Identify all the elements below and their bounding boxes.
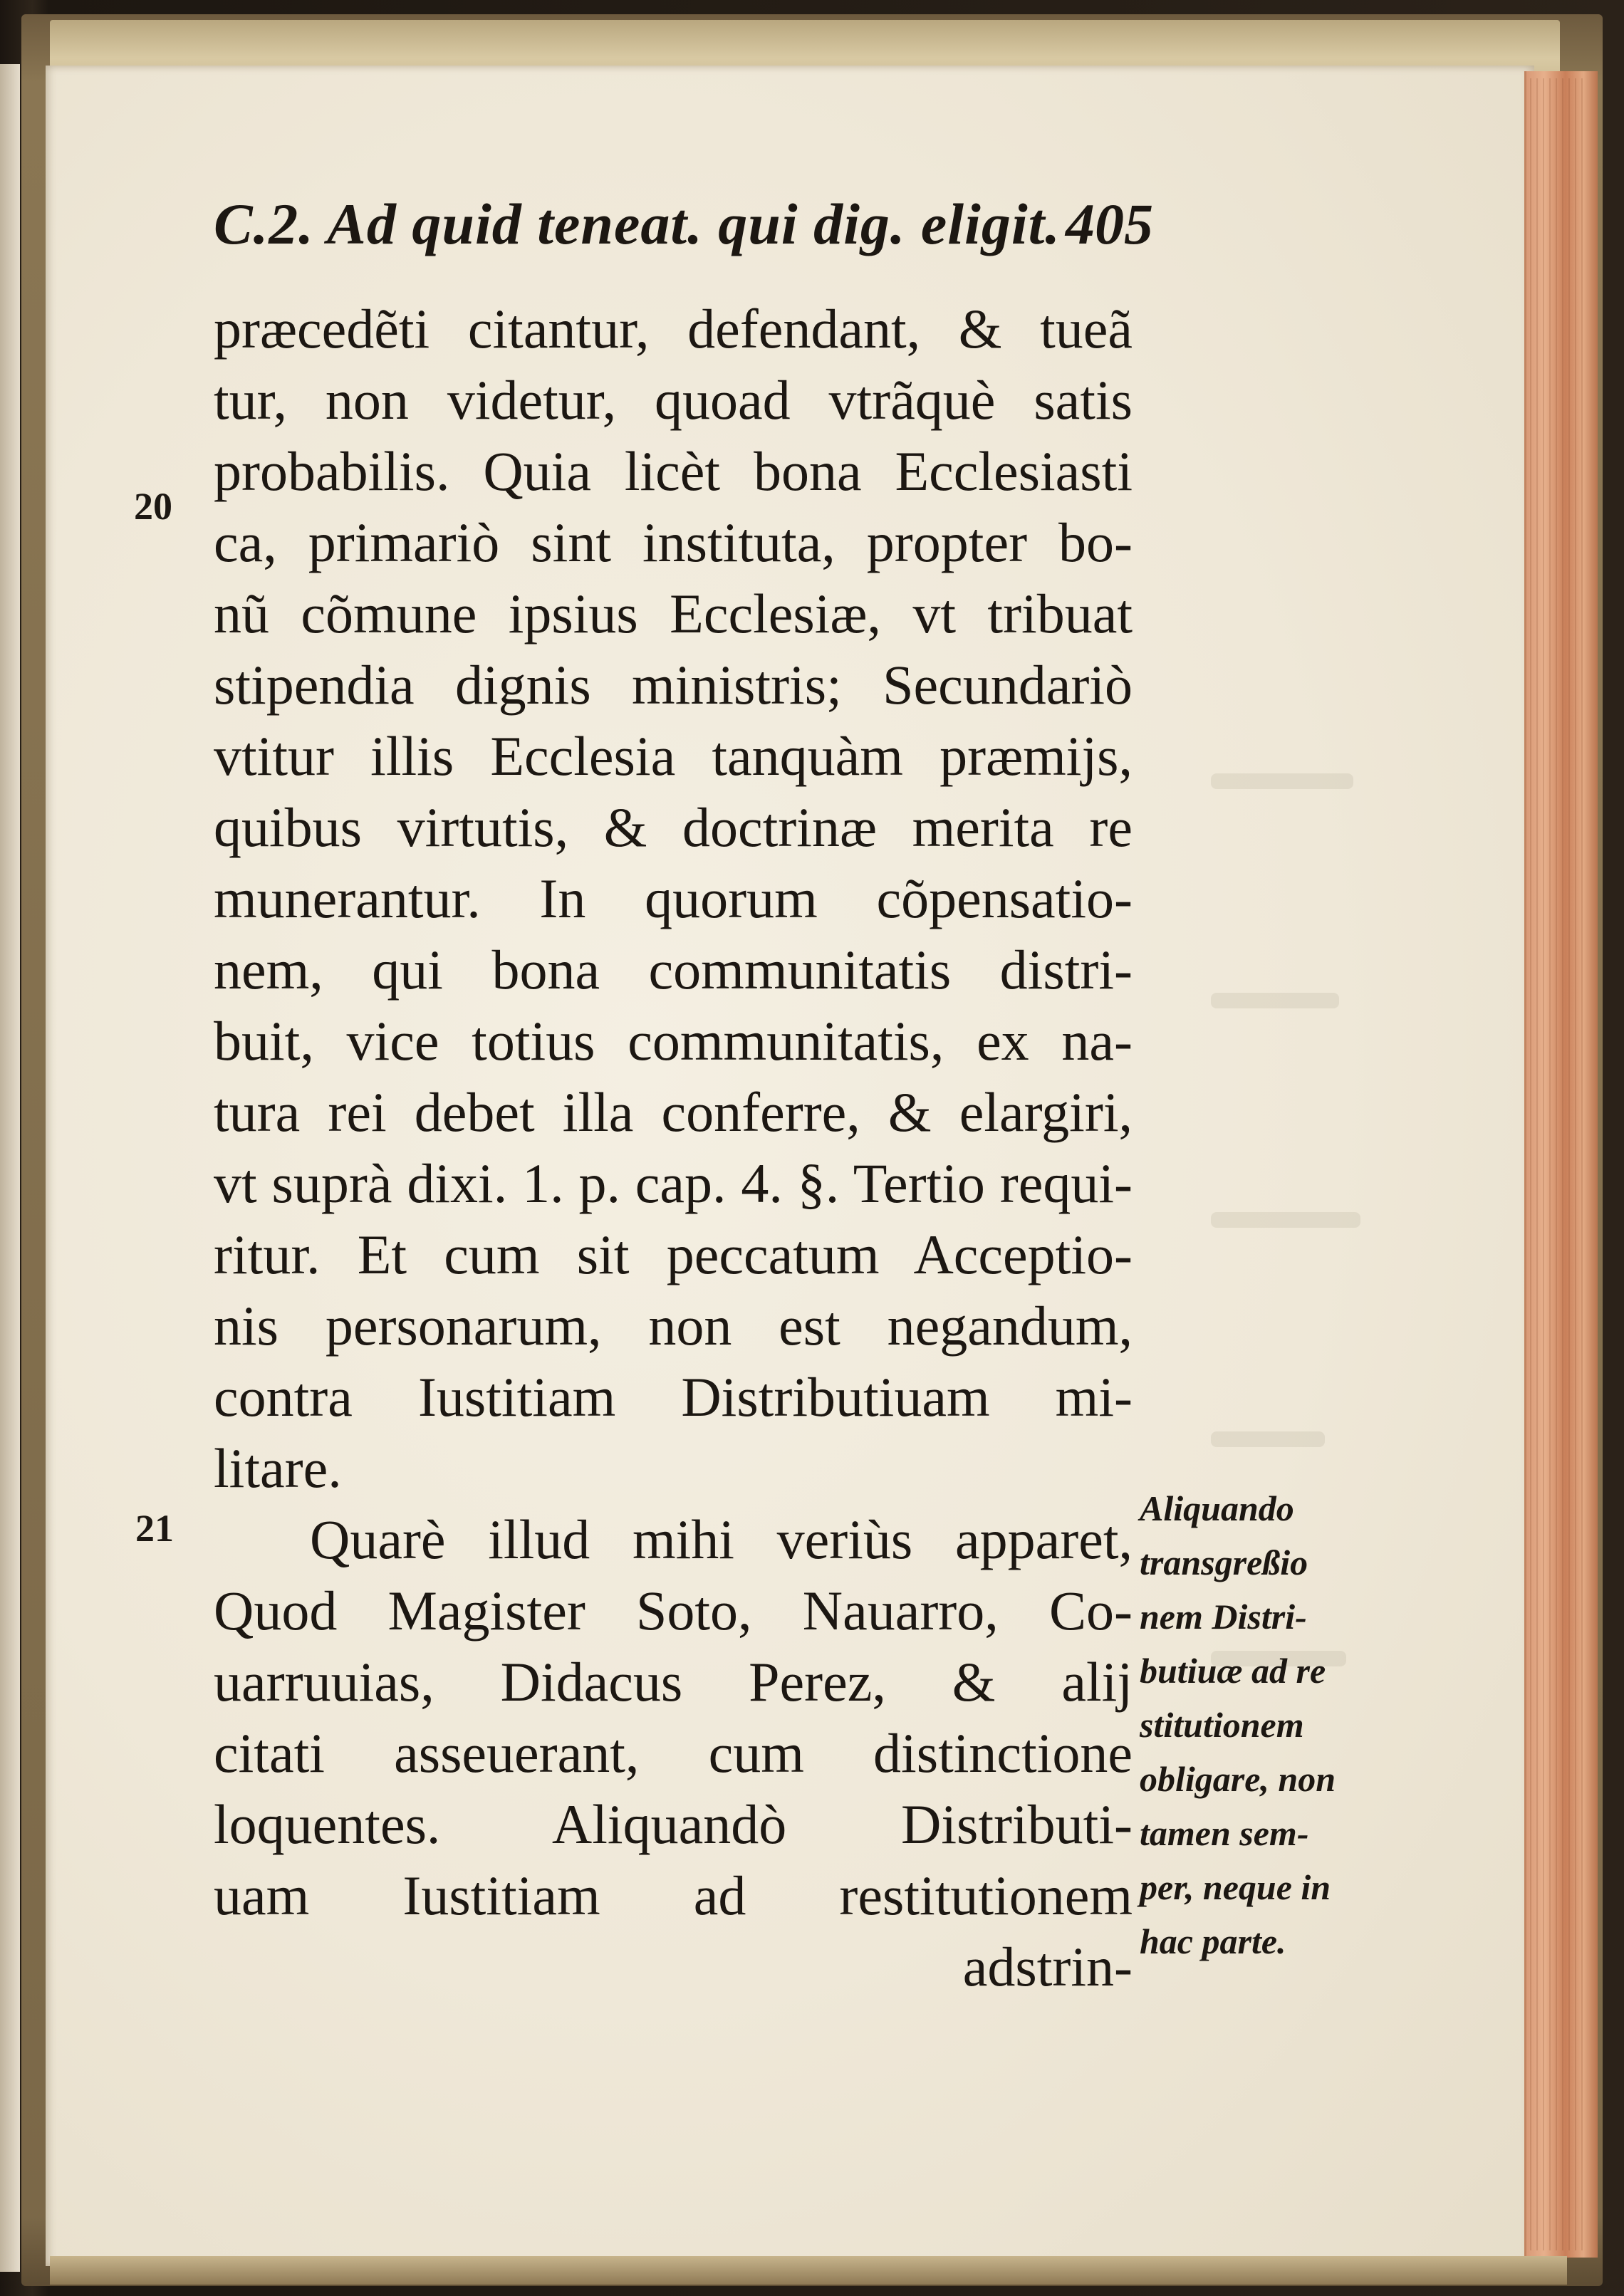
page-number: 405 [1066,192,1153,256]
marginal-note-line: per, neque in [1140,1867,1331,1907]
text-line: ca, primariò sint instituta, propter bo- [214,511,1133,573]
marginal-note-line: Aliquando [1140,1488,1294,1528]
marginal-note-line: transgreßio [1140,1543,1308,1582]
body-text [214,293,1133,2003]
text-line: tur, non videtur, quoad vtrãquè satis [214,369,1133,431]
text-line: vt suprà dixi. 1. p. cap. 4. §. Tertio requi- [214,1152,1133,1214]
text-line: loquentes. Aliquandò Distributi- [214,1793,1133,1855]
text-line: buit, vice totius communitatis, ex na- [214,1010,1133,1072]
marginal-note-line: butiuæ ad re [1140,1651,1326,1691]
text-line: munerantur. In quorum cõpensatio- [214,867,1133,929]
marginal-note-line: hac parte. [1140,1921,1286,1961]
running-head: C.2. Ad quid teneat. qui dig. eligit. [214,192,1061,256]
marginal-note-line: stitutionem [1140,1705,1304,1745]
show-through-smudges [1211,605,1375,1246]
fore-edge-leaves [1530,78,1587,2250]
text-line: nis personarum, non est negandum, [214,1295,1133,1357]
catchword: adstrin- [962,1936,1133,1998]
text-line: quibus virtutis, & doctrinæ merita re [214,796,1133,858]
text-line: Quod Magister Soto, Nauarro, Co- [214,1580,1133,1642]
text-line: nũ cõmune ipsius Ecclesiæ, vt tribuat [214,583,1133,645]
text-line: vtitur illis Ecclesia tanquàm præmijs, [214,725,1133,787]
text-line: tura rei debet illa conferre, & elargiri, [214,1081,1133,1143]
text-line: litare. [214,1437,342,1499]
line-number-20: 20 [134,485,172,528]
marginal-note-line: nem Distri- [1140,1597,1307,1637]
facing-page-edge [0,64,20,2272]
text-line: nem, qui bona communitatis distri- [214,939,1133,1001]
text-line: uam Iustitiam ad restitutionem [214,1864,1133,1926]
text-line: Quarè illud mihi veriùs apparet, [310,1508,1133,1570]
marginal-note-line: tamen sem- [1140,1813,1309,1853]
line-number-21: 21 [135,1507,174,1550]
text-line: contra Iustitiam Distributiuam mi- [214,1366,1133,1428]
text-line: ritur. Et cum sit peccatum Acceptio- [214,1223,1133,1285]
page-bottom-edge [50,2256,1567,2285]
text-line: stipendia dignis ministris; Secundariò [214,654,1133,716]
text-line: uarruuias, Didacus Perez, & alij [214,1651,1133,1713]
marginal-note [1140,1481,1375,1968]
text-line: præcedẽti citantur, defendant, & tueã [214,298,1133,360]
text-line: probabilis. Quia licèt bona Ecclesiasti [214,440,1133,502]
marginal-note-line: obligare, non [1140,1759,1336,1799]
text-line: citati asseuerant, cum distinctione [214,1722,1133,1784]
